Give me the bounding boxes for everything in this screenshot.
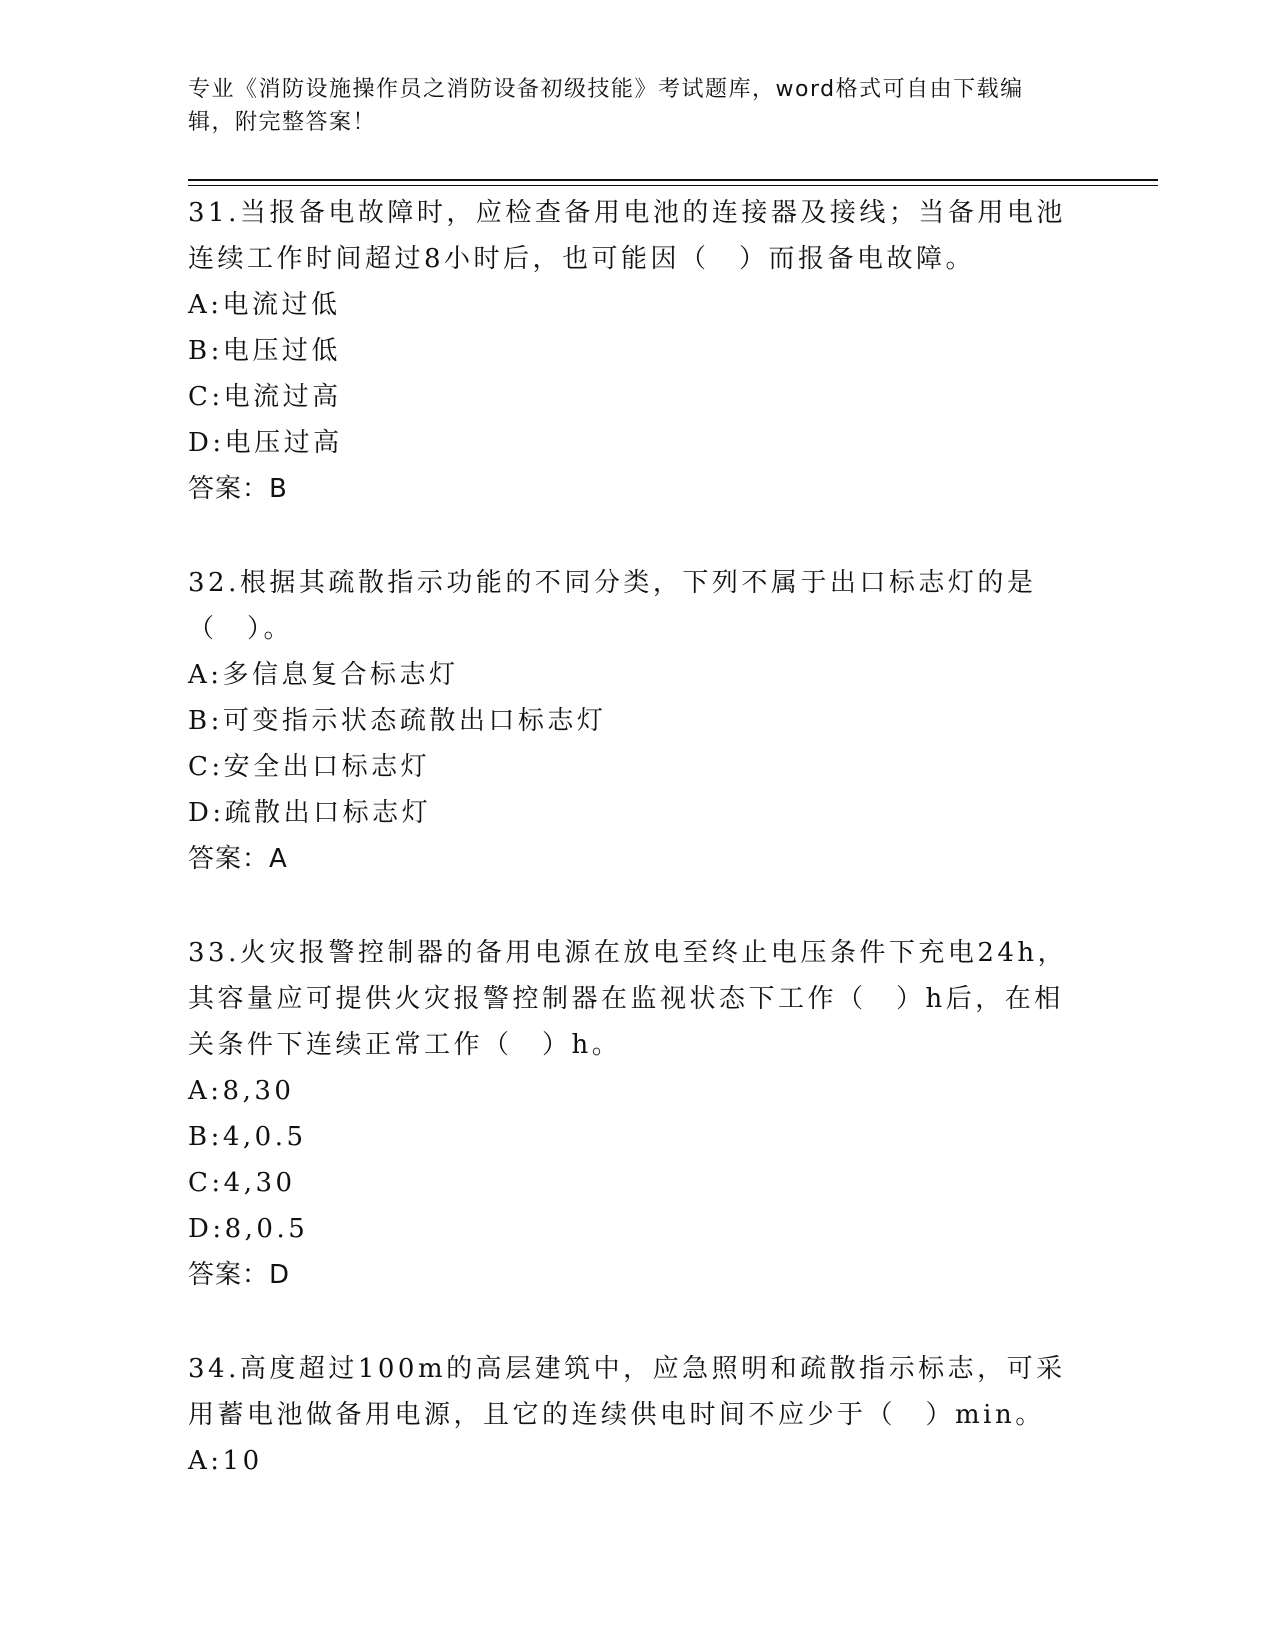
header-divider-thin: [188, 185, 1158, 186]
answer-label: 答案：B: [188, 474, 288, 504]
option-b: B:4,0.5: [188, 1122, 307, 1152]
question-33: [188, 930, 1088, 1298]
option-a: A:多信息复合标志灯: [188, 660, 459, 690]
option-b: B:可变指示状态疏散出口标志灯: [188, 706, 607, 736]
option-d: D:电压过高: [188, 428, 343, 458]
answer-label: 答案：A: [188, 844, 288, 874]
question-stem: 31.当报备电故障时，应检查备用电池的连接器及接线；当备用电池连续工作时间超过8小时后，也可能因（ ）而报备电故障。: [188, 198, 1066, 274]
question-31: [188, 190, 1088, 512]
question-list: [188, 190, 1088, 1532]
option-c: C:电流过高: [188, 382, 342, 412]
question-stem: 32.根据其疏散指示功能的不同分类，下列不属于出口标志灯的是（ ）。: [188, 568, 1037, 644]
option-d: D:疏散出口标志灯: [188, 798, 432, 828]
question-stem: 33.火灾报警控制器的备用电源在放电至终止电压条件下充电24h，其容量应可提供火灾报警控制器在监视状态下工作（ ）h后，在相关条件下连续正常工作（ ）h。: [188, 938, 1068, 1060]
option-a: A:8,30: [188, 1076, 295, 1106]
question-34: [188, 1346, 1088, 1484]
header-divider-thick: [188, 179, 1158, 181]
question-32: [188, 560, 1088, 882]
option-b: B:电压过低: [188, 336, 341, 366]
option-c: C:4,30: [188, 1168, 296, 1198]
question-stem: 34.高度超过100m的高层建筑中，应急照明和疏散指示标志，可采用蓄电池做备用电源，且它的连续供电时间不应少于（ ）min。: [188, 1354, 1066, 1430]
option-c: C:安全出口标志灯: [188, 752, 431, 782]
answer-label: 答案：D: [188, 1260, 291, 1290]
option-a: A:电流过低: [188, 290, 341, 320]
option-a: A:10: [188, 1446, 263, 1476]
document-header: 专业《消防设施操作员之消防设备初级技能》考试题库，word格式可自由下载编辑，附完整答案！: [188, 77, 1024, 135]
option-d: D:8,0.5: [188, 1214, 309, 1244]
